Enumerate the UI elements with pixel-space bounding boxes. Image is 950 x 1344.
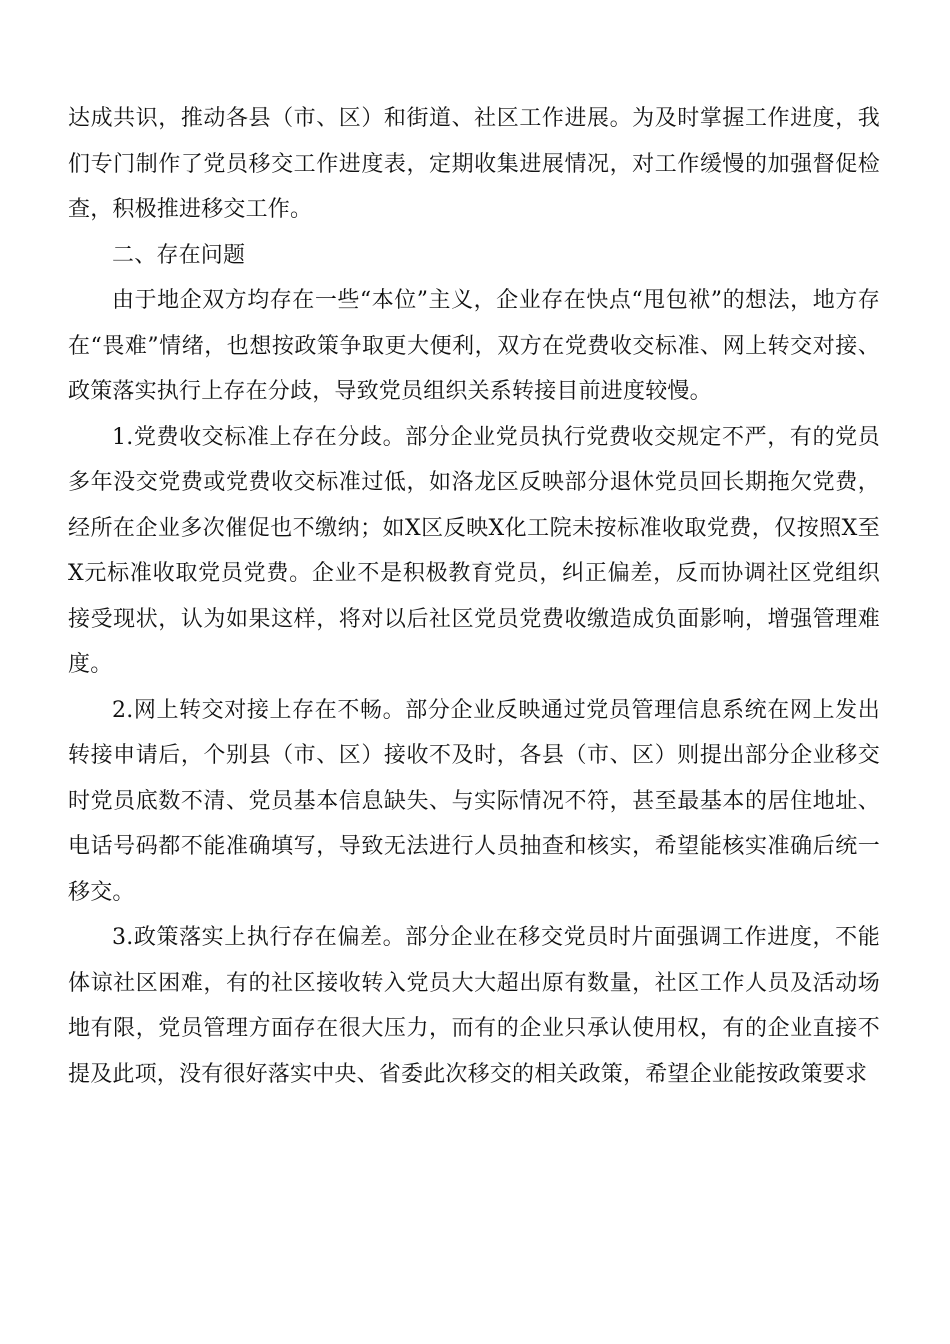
paragraph-problems-intro: 由于地企双方均存在一些“本位”主义，企业存在快点“甩包袱”的想法，地方存在“畏难”情绪，也想按政策争取更大便利，双方在党费收交标准、网上转交对接、政策落实执行上存在分歧，导致党员组织关系转接目前进度较慢。: [68, 288, 880, 404]
paragraph-problem-3: 3.政策落实上执行存在偏差。部分企业在移交党员时片面强调工作进度，不能体谅社区困难，有的社区接收转入党员大大超出原有数量，社区工作人员及活动场地有限，党员管理方面存在很大压力，而有的企业只承认使用权，有的企业直接不提及此项，没有很好落实中央、省委此次移交的相关政策，希望企业能按政策要求: [68, 925, 880, 1087]
section-heading: 二、存在问题: [112, 242, 246, 268]
paragraph-continuation: 达成共识，推动各县（市、区）和街道、社区工作进展。为及时掌握工作进度，我们专门制作了党员移交工作进度表，定期收集进展情况，对工作缓慢的加强督促检查，积极推进移交工作。: [68, 106, 880, 222]
paragraph-problem-1: 1.党费收交标准上存在分歧。部分企业党员执行党费收交规定不严，有的党员多年没交党费或党费收交标准过低，如洛龙区反映部分退休党员回长期拖欠党费，经所在企业多次催促也不缴纳；如X区反映X化工院未按标准收取党费，仅按照X至X元标准收取党员党费。企业不是积极教育党员，纠正偏差，反而协调社区党组织接受现状，认为如果这样，将对以后社区党员党费收缴造成负面影响，增强管理难度。: [68, 424, 880, 677]
document-body: [68, 96, 880, 1097]
paragraph-problem-2: 2.网上转交对接上存在不畅。部分企业反映通过党员管理信息系统在网上发出转接申请后，个别县（市、区）接收不及时，各县（市、区）则提出部分企业移交时党员底数不清、党员基本信息缺失、与实际情况不符，甚至最基本的居住地址、电话号码都不能准确填写，导致无法进行人员抽查和核实，希望能核实准确后统一移交。: [68, 697, 880, 905]
